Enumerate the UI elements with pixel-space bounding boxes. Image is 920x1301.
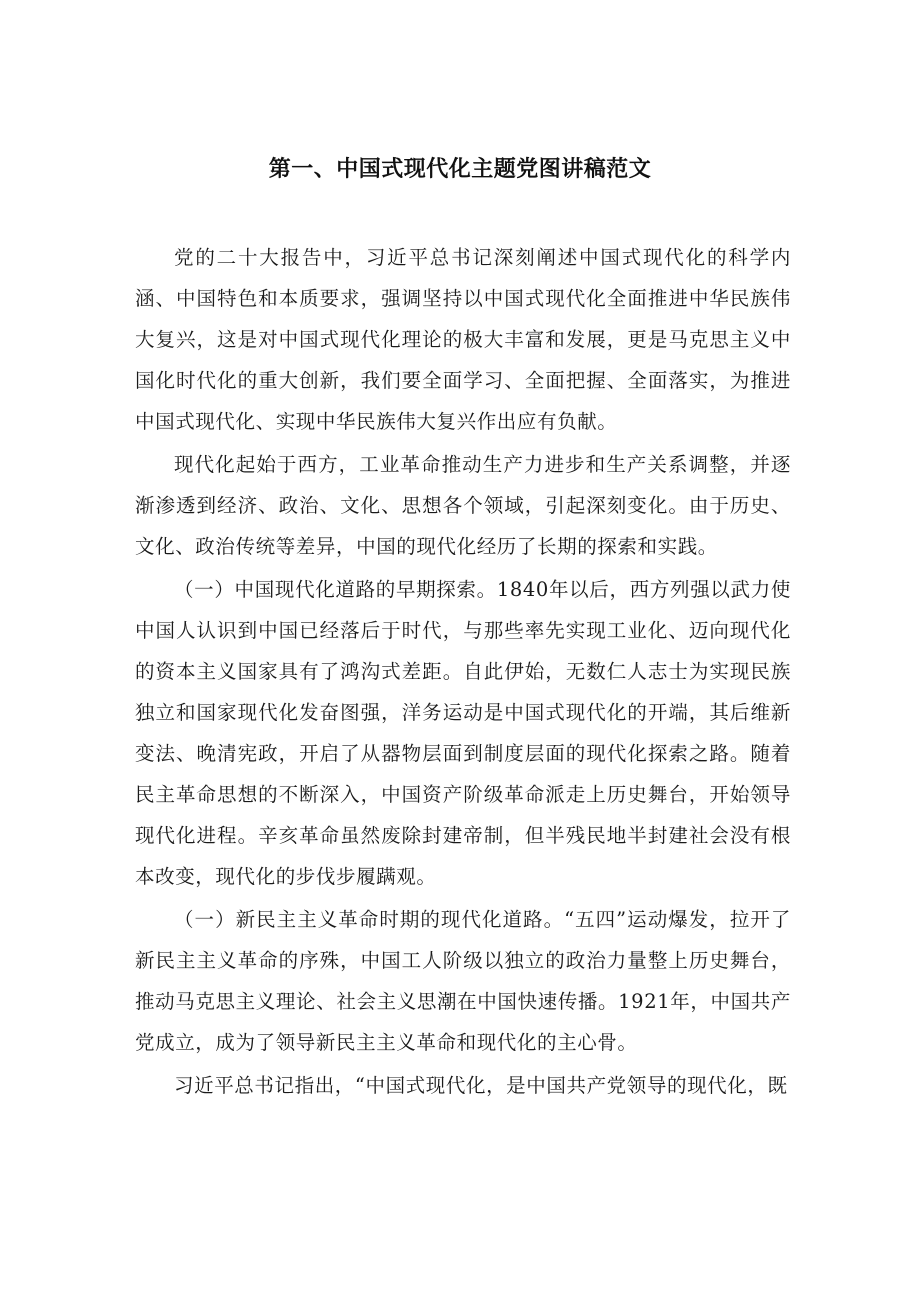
document-title: 第一、中国式现代化主题党图讲稿范文 bbox=[268, 157, 652, 182]
paragraph-2: 现代化起始于西方，工业革命推动生产力进步和生产关系调整，并逐渐渗透到经济、政治、文化、思想各个领域，引起深刻变化。由于历史、文化、政治传统等差异，中国的现代化经历了长期的探索和实践。 bbox=[135, 453, 791, 558]
paragraph-5: 习近平总书记指出，“中国式现代化，是中国共产党领导的现代化，既 bbox=[174, 1074, 788, 1097]
document-body bbox=[135, 237, 791, 1106]
paragraph-1: 党的二十大报告中，习近平总书记深刻阐述中国式现代化的科学内涵、中国特色和本质要求，强调坚持以中国式现代化全面推进中华民族伟大复兴，这是对中国式现代化理论的极大丰富和发展，更是马克思主义中国化时代化的重大创新，我们要全面学习、全面把握、全面落实，为推进中国式现代化、实现中华民族伟大复兴作出应有负献。 bbox=[135, 246, 791, 433]
paragraph-4: （一）新民主主义革命时期的现代化道路。“五四”运动爆发，拉开了新民主主义革命的序殊，中国工人阶级以独立的政治力量整上历史舞台，推动马克思主义理论、社会主义思潮在中国快速传播。1921年，中国共产党成立，成为了领导新民主主义革命和现代化的主心骨。 bbox=[135, 908, 791, 1054]
paragraph-3: （一）中国现代化道路的早期探索。1840年以后，西方列强以武力使中国人认识到中国已经落后于时代，与那些率先实现工业化、迈向现代化的资本主义国家具有了鸿沟式差距。自此伊始，无数仁人志士为实现民族独立和国家现代化发奋图强，洋务运动是中国式现代化的开端，其后维新变法、晚清宪政，开启了从器物层面到制度层面的现代化探索之路。随着民主革命思想的不断深入，中国资产阶级革命派走上历史舞台，开始领导现代化进程。辛亥革命虽然废除封建帝制，但半残民地半封建社会没有根本改变，现代化的步伐步履蹒观。 bbox=[135, 578, 791, 888]
